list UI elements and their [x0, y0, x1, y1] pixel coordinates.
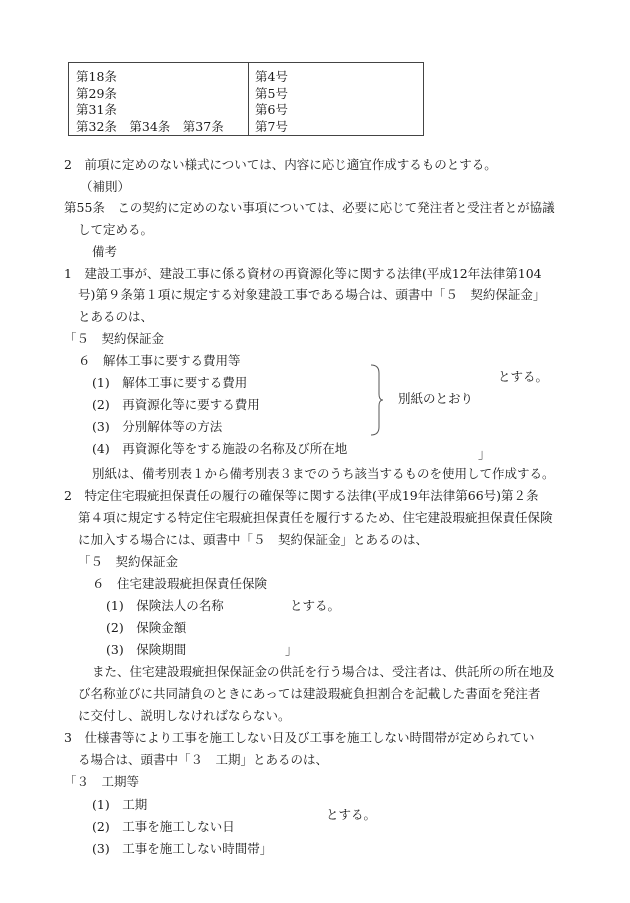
quote-suffix: とする。: [326, 807, 377, 822]
table-cell-article: 第32条 第34条 第37条: [76, 118, 224, 134]
quote-open-line: 「３ 工期等: [64, 774, 140, 789]
term-list-item: (3) 工事を施工しない時間帯」: [92, 841, 273, 856]
cost-list-item: (1) 解体工事に要する費用: [92, 375, 248, 390]
note-2-line: に加入する場合には、頭書中「５ 契約保証金」とあるのは、: [78, 532, 429, 547]
notes-heading: 備考: [92, 244, 118, 259]
right-brace-icon: [370, 364, 384, 436]
paragraph-2-line: 2 前項に定めのない様式については、内容に応じ適宜作成するものとする。: [64, 157, 497, 172]
article-form-table: [68, 62, 424, 136]
term-list-item: (1) 工期: [92, 797, 148, 812]
table-cell-form: 第6号: [255, 102, 288, 117]
note-3-line: 3 仕様書等により工事を施工しない日及び工事を施工しない時間帯が定められてい: [64, 730, 535, 745]
quote-suffix: とする。: [498, 369, 549, 384]
table-cell-form: 第7号: [255, 118, 288, 134]
insurance-list-item: (2) 保険金額: [106, 620, 187, 635]
quote-close: 」: [285, 642, 298, 657]
note-3-line: る場合は、頭書中「３ 工期」とあるのは、: [78, 752, 329, 767]
table-cell-article: 第31条: [76, 102, 117, 117]
note-2-deposit-line: び名称並びに共同請負のときにあっては建設瑕疵負担割合を記載した書面を発注者: [78, 686, 541, 701]
quote-open-line: 「５ 契約保証金: [78, 554, 179, 569]
note-2-line: 第４項に規定する特定住宅瑕疵担保責任を履行するため、住宅建設瑕疵担保責任保険: [78, 510, 553, 525]
attachment-reference: 別紙のとおり: [398, 391, 474, 406]
quote-close: 」: [478, 446, 491, 461]
article-55-line: 第55条 この契約に定めのない事項については、必要に応じて発注者と受注者とが協議: [64, 200, 555, 215]
note-1-attachment-line: 別紙は、備考別表１から備考別表３までのうち該当するものを使用して作成する。: [92, 466, 555, 481]
term-list-item: (2) 工事を施工しない日: [92, 819, 235, 834]
table-cell-article: 第29条: [76, 85, 117, 101]
cost-list-item: (3) 分別解体等の方法: [92, 419, 223, 434]
quote-open-line: 「５ 契約保証金: [64, 331, 165, 346]
cost-list-item: (2) 再資源化等に要する費用: [92, 397, 260, 412]
note-1-line: とあるのは、: [78, 309, 154, 324]
note-2-deposit-line: また、住宅建設瑕疵担保保証金の供託を行う場合は、受注者は、供託所の所在地及: [92, 664, 555, 679]
note-1-line: 号)第９条第１項に規定する対象建設工事である場合は、頭書中「５ 契約保証金」: [78, 287, 546, 302]
quote-subitem: ６ 解体工事に要する費用等: [78, 353, 241, 368]
cost-list-item: (4) 再資源化等をする施設の名称及び所在地: [92, 441, 348, 456]
note-2-line: 2 特定住宅瑕疵担保責任の履行の確保等に関する法律(平成19年法律第66号)第２条: [64, 488, 539, 503]
quote-suffix: とする。: [290, 598, 341, 613]
heading-supplementary: （補則）: [80, 179, 131, 194]
table-cell-form: 第5号: [255, 85, 288, 101]
table-cell-form: 第4号: [255, 69, 288, 84]
quote-subitem: ６ 住宅建設瑕疵担保責任保険: [92, 576, 268, 591]
insurance-list-item: (3) 保険期間: [106, 642, 187, 657]
note-2-deposit-line: に交付し、説明しなければならない。: [78, 708, 291, 723]
insurance-list-item: (1) 保険法人の名称: [106, 598, 224, 613]
table-column-articles: [76, 69, 224, 135]
table-column-forms: [255, 69, 288, 135]
article-55-line: して定める。: [78, 222, 154, 237]
table-divider: [248, 63, 249, 135]
note-1-line: 1 建設工事が、建設工事に係る資材の再資源化等に関する法律(平成12年法律第104: [64, 266, 542, 281]
table-cell-article: 第18条: [76, 69, 117, 84]
